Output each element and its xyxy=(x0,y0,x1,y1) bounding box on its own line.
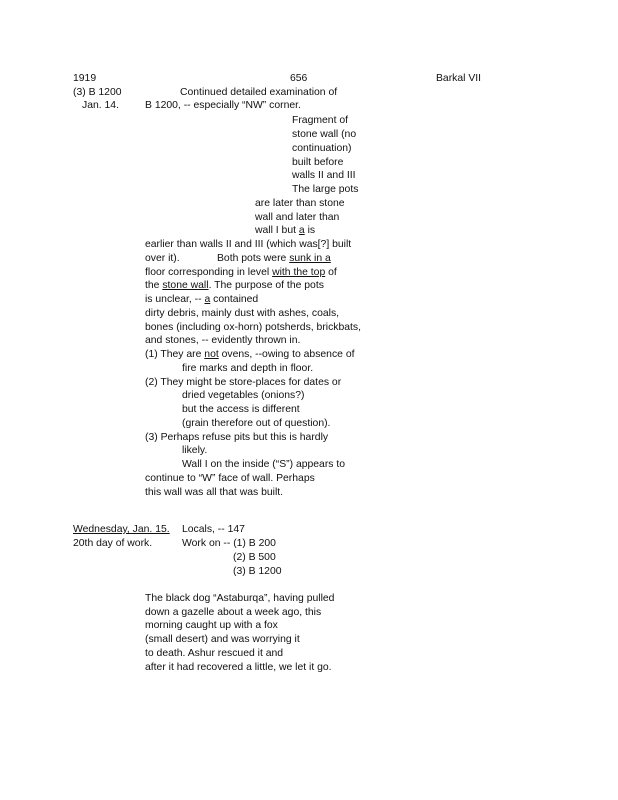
dog-line: (small desert) and was worrying it xyxy=(145,634,300,645)
pots-line: wall I but a is xyxy=(255,225,316,236)
point-line: likely. xyxy=(182,445,208,456)
body-line: floor corresponding in level with the top of xyxy=(145,267,337,278)
point-line: but the access is different xyxy=(182,404,300,415)
header-site: Barkal VII xyxy=(436,73,482,84)
dog-line: morning caught up with a fox xyxy=(145,620,278,631)
body-line: over it). xyxy=(145,253,180,264)
body-line: and stones, -- evidently thrown in. xyxy=(145,335,301,346)
point-line: dried vegetables (onions?) xyxy=(182,390,305,401)
wall-line: Wall I on the inside (“S”) appears to xyxy=(182,459,346,470)
entry-ref: (3) B 1200 xyxy=(73,87,122,98)
header-year: 1919 xyxy=(73,73,97,84)
work-list: (3) B 1200 xyxy=(233,566,282,577)
point-line: (1) They are not ovens, --owing to absence of xyxy=(145,349,355,360)
work-day: 20th day of work. xyxy=(73,538,153,549)
dog-line: down a gazelle about a week ago, this xyxy=(145,607,322,618)
work-list: (2) B 500 xyxy=(233,552,276,563)
body-line: earlier than walls II and III (which was[?] built xyxy=(145,239,352,250)
pots-line: are later than stone xyxy=(255,198,345,209)
header-page-number: 656 xyxy=(290,73,308,84)
day-heading: Wednesday, Jan. 15. xyxy=(73,524,170,535)
point-line: fire marks and depth in floor. xyxy=(182,363,314,374)
body-line: bones (including ox-horn) potsherds, brickbats, xyxy=(145,322,362,333)
dog-line: to death. Ashur rescued it and xyxy=(145,648,284,659)
point-line: (grain therefore out of question). xyxy=(182,418,331,429)
fragment-line: Fragment of xyxy=(292,115,349,126)
locals-count: Locals, -- 147 xyxy=(182,524,245,535)
pots-line: wall and later than xyxy=(255,212,340,223)
fragment-line: stone wall (no xyxy=(292,129,357,140)
point-line: (2) They might be store-places for dates or xyxy=(145,377,342,388)
wall-line: continue to “W” face of wall. Perhaps xyxy=(145,473,315,484)
fragment-line: walls II and III xyxy=(292,170,356,181)
body-line: Both pots were sunk in a xyxy=(217,253,331,264)
fragment-line: continuation) xyxy=(292,143,352,154)
entry-line: Continued detailed examination of xyxy=(180,87,338,98)
dog-line: after it had recovered a little, we let it go. xyxy=(145,662,332,673)
entry-line: B 1200, -- especially “NW” corner. xyxy=(145,100,301,111)
pots-line: The large pots xyxy=(292,184,359,195)
fragment-line: built before xyxy=(292,157,344,168)
wall-line: this wall was all that was built. xyxy=(145,487,284,498)
work-list: Work on -- (1) B 200 xyxy=(182,538,276,549)
dog-line: The black dog “Astaburqa”, having pulled xyxy=(145,593,335,604)
body-line: dirty debris, mainly dust with ashes, coals, xyxy=(145,308,340,319)
body-line: the stone wall. The purpose of the pots xyxy=(145,280,324,291)
entry-date: Jan. 14. xyxy=(82,100,119,111)
point-line: (3) Perhaps refuse pits but this is hardly xyxy=(145,432,329,443)
body-line: is unclear, -- a contained xyxy=(145,294,259,305)
